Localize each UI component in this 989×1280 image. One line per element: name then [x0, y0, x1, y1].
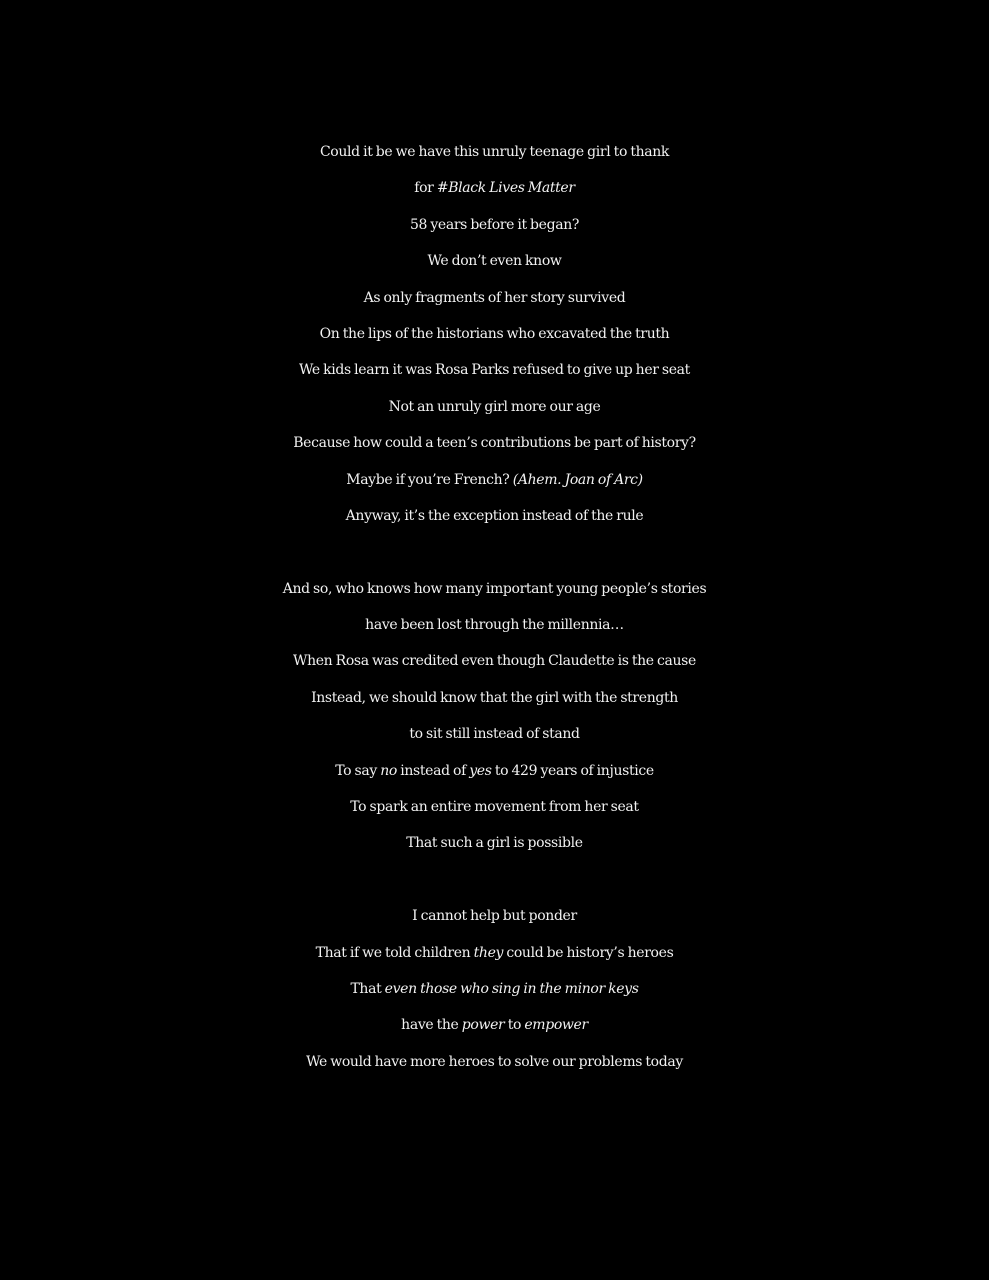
italic-word: power — [461, 1017, 505, 1034]
poem-line: 58 years before it began? — [409, 216, 580, 233]
poem-text — [0, 134, 989, 1117]
poem-line: We don’t even know — [427, 253, 562, 270]
stanza-3 — [0, 898, 989, 1080]
poem-line: To say no instead of yes to 429 years of injustice — [335, 762, 654, 779]
poem-line: Because how could a teen’s contributions be part of history? — [293, 435, 696, 452]
poem-line: That such a girl is possible — [406, 835, 583, 852]
poem-line: Maybe if you’re French? (Ahem. Joan of Arc) — [346, 471, 643, 488]
poem-line: Instead, we should know that the girl with the strength — [311, 689, 678, 706]
poem-line: We would have more heroes to solve our problems today — [306, 1053, 683, 1070]
poem-line: That even those who sing in the minor keys — [350, 980, 639, 997]
poem-line: for #Black Lives Matter — [414, 180, 575, 197]
italic-word: empower — [524, 1017, 588, 1034]
poem-line: To spark an entire movement from her seat — [350, 799, 639, 816]
poem-line: Anyway, it’s the exception instead of the rule — [345, 507, 644, 524]
italic-phrase: even those who sing in the minor keys — [384, 980, 639, 997]
stanza-2 — [0, 571, 989, 862]
italic-word: they — [473, 944, 504, 961]
poem-line: Not an unruly girl more our age — [388, 398, 601, 415]
poem-line: We kids learn it was Rosa Parks refused to give up her seat — [299, 362, 690, 379]
italic-aside: (Ahem. Joan of Arc) — [512, 471, 643, 488]
poem-line: As only fragments of her story survived — [363, 289, 626, 306]
poem-line: have been lost through the millennia… — [365, 617, 624, 634]
poem-line: have the power to empower — [401, 1017, 588, 1034]
italic-word: yes — [469, 762, 492, 779]
poem-line: When Rosa was credited even though Claudette is the cause — [293, 653, 696, 670]
italic-word: no — [380, 762, 397, 779]
poem-line: to sit still instead of stand — [409, 726, 580, 743]
poem-line: That if we told children they could be history’s heroes — [315, 944, 674, 961]
stanza-1 — [0, 134, 989, 534]
poem-line: And so, who knows how many important young people’s stories — [282, 580, 707, 597]
poem-line: Could it be we have this unruly teenage girl to thank — [319, 144, 670, 160]
poem-line: I cannot help but ponder — [412, 908, 577, 925]
italic-hashtag: #Black Lives Matter — [436, 180, 575, 197]
poem-line: On the lips of the historians who excavated the truth — [319, 325, 670, 342]
